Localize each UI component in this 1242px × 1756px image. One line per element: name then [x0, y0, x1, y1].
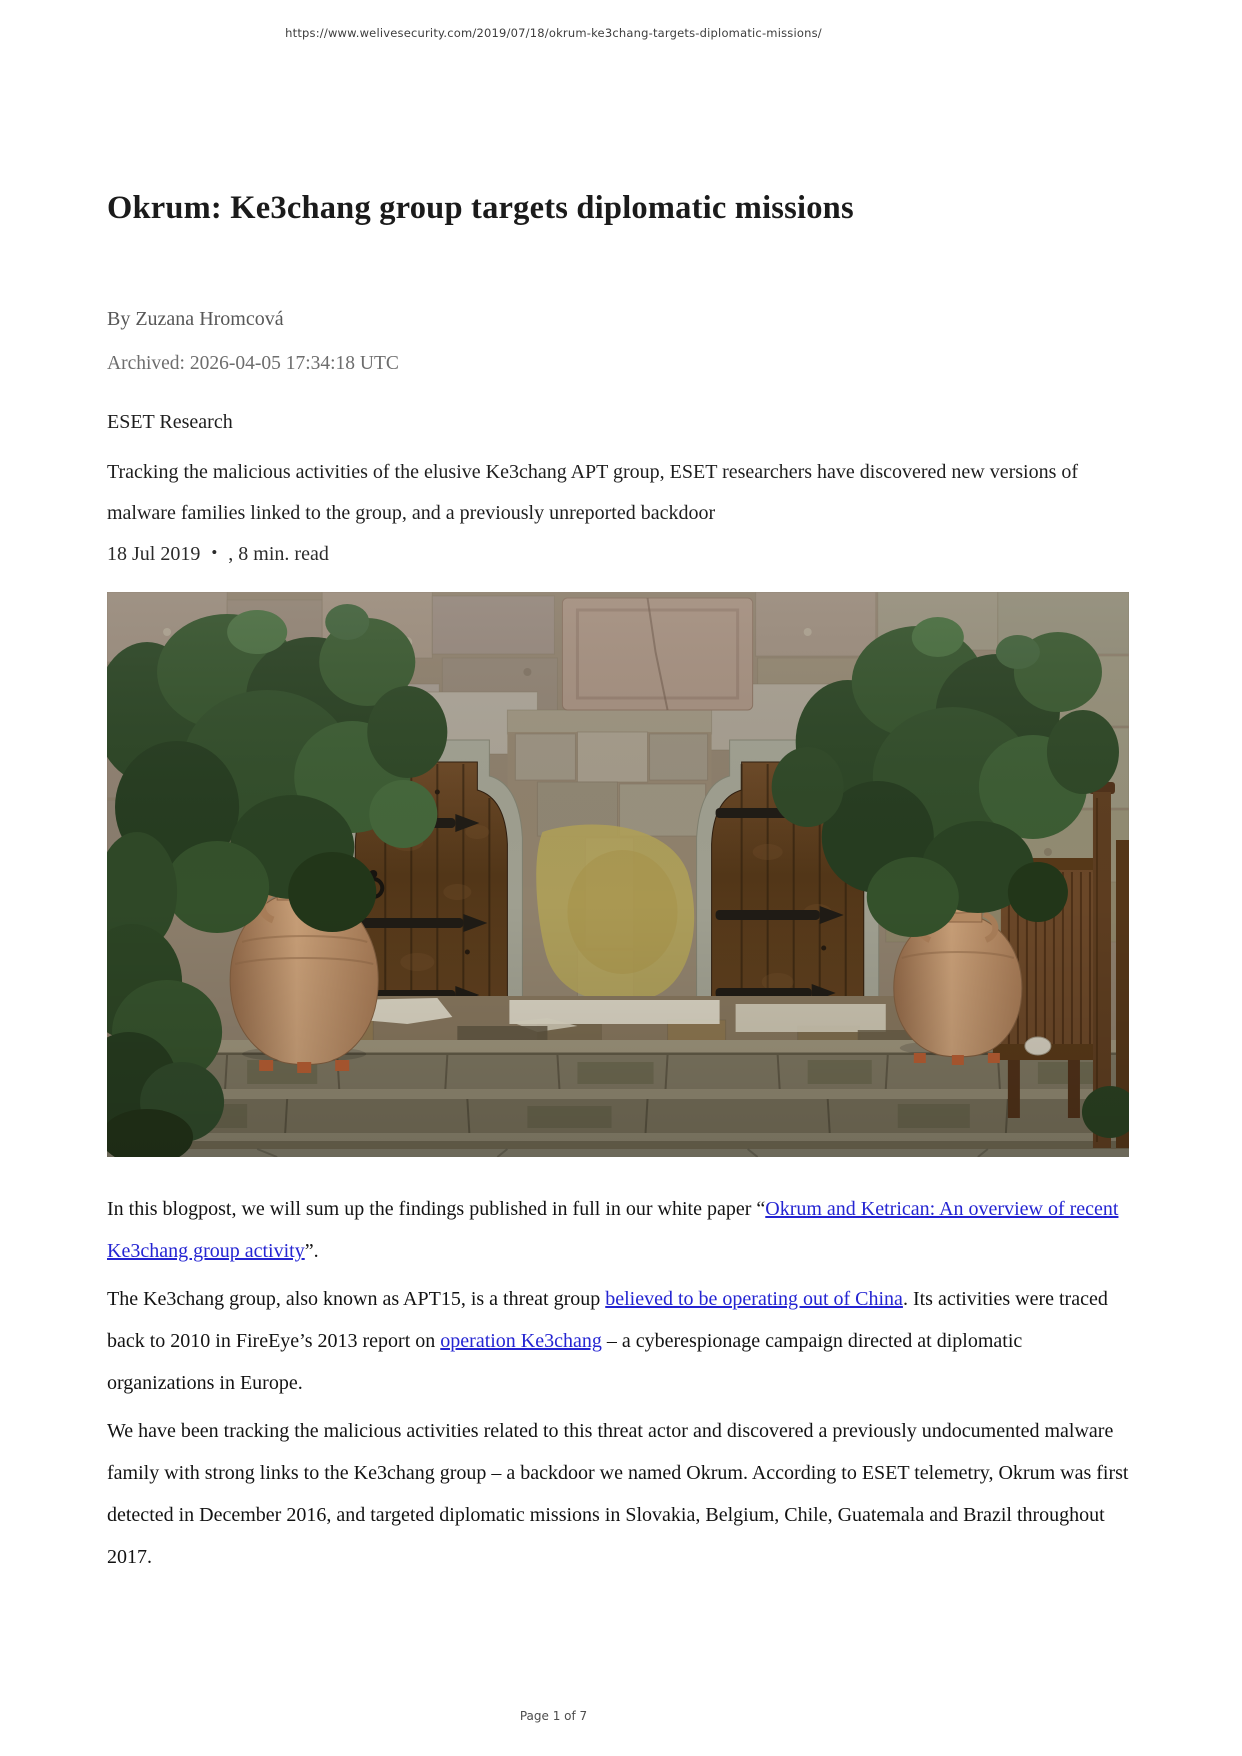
- body-paragraph: [107, 1188, 1129, 1272]
- byline: By Zuzana Hromcová: [107, 308, 284, 330]
- page-number: Page 1 of 7: [519, 1709, 588, 1723]
- read-time: , 8 min. read: [228, 543, 329, 565]
- article: [107, 0, 1129, 1756]
- link-operation-ke3chang[interactable]: operation Ke3chang: [440, 1330, 602, 1352]
- hero-photo-illustration: [107, 592, 1129, 1157]
- paragraph-text: – a cyberespionage campaign directed at diplomatic organizations in Europe.: [107, 1330, 1023, 1394]
- paragraph-text: We have been tracking the malicious activities related to this threat actor and discovered a previously undocumented malware family with strong links to the Ke3chang group – a backdoor we named Okrum. According to ESET telemetry, Okrum was first detected in December 2016, and targeted diplomatic missions in Slovakia, Belgium, Chile, Guatemala and Brazil throughout 2017.: [107, 1420, 1129, 1568]
- paragraph-text: . Its activities were traced back to 2010 in FireEye’s 2013 report on: [107, 1288, 1108, 1352]
- publish-date: 18 Jul 2019: [107, 543, 201, 565]
- article-summary: Tracking the malicious activities of the elusive Ke3chang APT group, ESET researchers have discovered new versions of malware families linked to the group, and a previously unreported backdoor: [107, 461, 1079, 524]
- link-okrum-ketrican-whitepaper[interactable]: Okrum and Ketrican: An overview of recent Ke3chang group activity: [107, 1198, 1119, 1262]
- bullet-separator: •: [211, 543, 218, 562]
- link-operating-out-of-china[interactable]: believed to be operating out of China: [605, 1288, 903, 1310]
- source-url: https://www.welivesecurity.com/2019/07/18/okrum-ke3chang-targets-diplomatic-missions/: [285, 26, 822, 40]
- print-page-footer: [0, 1709, 1107, 1723]
- archived-timestamp: Archived: 2026-04-05 17:34:18 UTC: [107, 353, 399, 374]
- hero-image: [107, 592, 1129, 1157]
- paragraph-text: ”.: [304, 1240, 319, 1262]
- date-line: [107, 543, 329, 566]
- body-paragraph: [107, 1410, 1129, 1578]
- paragraph-text: In this blogpost, we will sum up the findings published in full in our white paper “: [107, 1198, 766, 1220]
- body-paragraph: [107, 1278, 1129, 1404]
- article-title: Okrum: Ke3chang group targets diplomatic missions: [107, 190, 854, 226]
- category-label: ESET Research: [107, 411, 233, 433]
- paragraph-text: The Ke3chang group, also known as APT15, is a threat group: [107, 1288, 606, 1310]
